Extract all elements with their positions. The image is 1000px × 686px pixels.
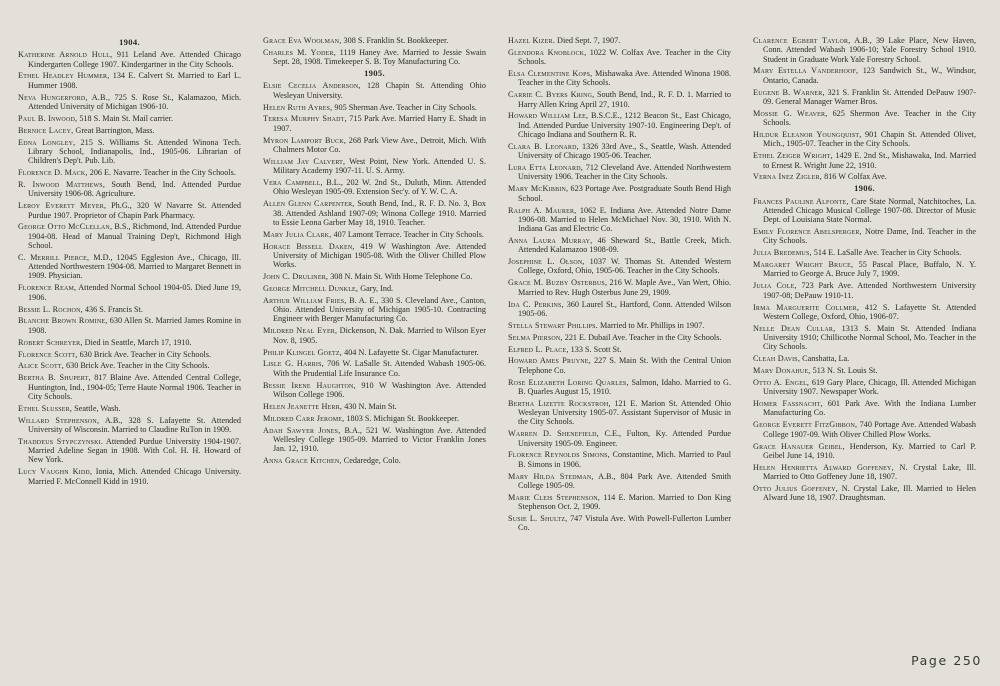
alumni-details: 1037 W. Thomas St. Attended Western College, Oxford, Ohio, 1905-06. Teacher in the City Schools.: [518, 257, 732, 276]
alumni-name: Teresa Murphy Shadt,: [263, 114, 347, 124]
alumni-details: 123 Sandwich St., W., Windsor, Ontario, Canada.: [763, 66, 977, 85]
alumni-details: 1119 Haney Ave. Married to Jessie Swain Sept. 28, 1908. Timekeeper S. B. Toy Manufacturing Co.: [273, 47, 486, 67]
alumni-details: 619 Gary Place, Chicago, Ill. Attended Michigan University 1907. Newspaper Work.: [763, 378, 976, 397]
alumni-entry: [753, 197, 976, 225]
alumni-entry: [753, 172, 976, 181]
alumni-name: Willard Stephenson,: [18, 415, 100, 425]
alumni-details: South Bend, Ind., R. F. D. No. 3, Box 38. Attended Ashland 1907-09; Winona College 1910. Married to Essie Leona Garber May 18, 1910. Teacher.: [273, 199, 487, 227]
alumni-entry: [753, 420, 976, 439]
alumni-details: 308 S. Franklin St. Bookkeeper.: [343, 36, 449, 45]
alumni-entry: [263, 284, 486, 293]
alumni-details: Ionia, Mich. Attended Chicago University. Married F. McConnell Kidd in 1910.: [28, 467, 242, 486]
alumni-details: 436 S. Francis St.: [84, 304, 143, 314]
alumni-name: Hazel Kizer.: [508, 36, 555, 45]
alumni-details: 404 N. Lafayette St. Cigar Manufacturer.: [344, 347, 479, 357]
alumni-entry: [18, 114, 241, 123]
alumni-name: Mary Julia Clark,: [263, 229, 332, 239]
alumni-name: Marie Cleis Stephenson,: [508, 492, 601, 502]
alumni-entry: [508, 36, 731, 45]
alumni-name: Paul B. Inwood,: [18, 113, 78, 123]
alumni-name: Katherine Arnold Hull,: [18, 50, 113, 60]
alumni-name: Bernice Lacey,: [18, 125, 74, 135]
alumni-details: 901 Chapin St. Attended Olivet, Mich., 1905-07. Teacher in the City Schools.: [763, 130, 976, 149]
alumni-entry: [508, 48, 731, 67]
alumni-name: Lura Etta Leonard,: [508, 163, 584, 173]
alumni-details: 817 Blaine Ave. Attended Central College, Huntington, Ind., 1904-05; Terre Haute Normal 1906. Teacher in City Schools.: [28, 373, 241, 401]
alumni-name: Arthur William Fries,: [263, 295, 347, 305]
alumni-name: Mary Donahue,: [753, 366, 811, 376]
alumni-name: Otto A. Engel,: [753, 378, 810, 387]
alumni-details: Attended Normal School 1904-05. Died June 19, 1906.: [28, 283, 241, 302]
alumni-details: 630 Brick Ave. Teacher in the City Schools.: [66, 361, 210, 371]
alumni-entry: [263, 296, 486, 324]
alumni-details: 1803 S. Michigan St. Bookkeeper.: [346, 413, 460, 423]
alumni-entry: [508, 69, 731, 88]
alumni-name: Grace M. Buzby Osterbus,: [508, 278, 608, 288]
alumni-name: Charles M. Yoder,: [263, 47, 336, 57]
alumni-entry: [18, 201, 241, 220]
alumni-name: Mary McKibbin,: [508, 184, 569, 194]
alumni-details: C.E., Fulton, Ky. Attended Purdue University 1905-09. Engineer.: [518, 429, 731, 448]
alumni-details: B. A. E., 330 S. Cleveland Ave., Canton, Ohio. Attended University of Michigan 1905-10. Contracting Engineer with Berger Manufacturing Co.: [273, 295, 487, 324]
alumni-entry: [753, 442, 976, 461]
alumni-entry: [753, 354, 976, 363]
alumni-name: Florence Reynolds Simons,: [508, 450, 610, 460]
alumni-details: 216 W. Maple Ave., Van Wert, Ohio. Married to Rev. Hugh Osterbus June 29, 1909.: [518, 278, 732, 297]
alumni-entry: [263, 114, 486, 133]
alumni-name: Clarence Egbert Taylor,: [753, 36, 851, 45]
alumni-entry: [753, 109, 976, 128]
alumni-name: Florence Scott,: [18, 349, 78, 359]
alumni-details: 412 S. Lafayette St. Attended Western College, Oxford, Ohio, 1906-07.: [763, 302, 976, 321]
alumni-entry: [508, 142, 731, 161]
alumni-details: 55 Pascal Place, Buffalo, N. Y. Married to George A. Bruce July 7, 1909.: [763, 260, 976, 279]
alumni-entry: [263, 381, 486, 400]
alumni-name: John C. Druliner,: [263, 272, 329, 282]
alumni-name: Philip Klingel Goetz,: [263, 347, 343, 357]
alumni-name: Elsa Clementine Kops,: [508, 69, 593, 79]
alumni-details: Married to Mr. Phillips in 1907.: [599, 320, 705, 330]
alumni-details: Died Sept. 7, 1907.: [557, 36, 621, 45]
alumni-entry: [508, 429, 731, 448]
alumni-entry: [753, 248, 976, 257]
alumni-details: M.D., 12045 Eggleston Ave., Chicago, Ill. Attended Northwestern 1904-08. Married to Margaret Bennett in 1909. Physician.: [28, 252, 241, 281]
alumni-details: Henderson, Ky. Married to Carl P. Geibel June 14, 1910.: [763, 441, 977, 460]
alumni-entry: [508, 399, 731, 427]
alumni-name: Homer Fassnacht,: [753, 399, 823, 409]
alumni-name: Allen Glenn Carpenter,: [263, 199, 355, 209]
alumni-name: George Mitchell Dunkle,: [263, 283, 359, 293]
alumni-name: Myron Lamport Buck,: [263, 135, 347, 145]
alumni-name: Verna Inez Zigler,: [753, 172, 823, 182]
alumni-entry: [508, 333, 731, 342]
alumni-entry: [263, 326, 486, 345]
alumni-details: 623 Portage Ave. Postgraduate South Bend High School.: [518, 184, 732, 203]
alumni-details: 215 S. Williams St. Attended Winona Tech. Library School, Indianapolis, Ind., 1905-06. Librarian of Children's Dep't. Pub. Lib.: [28, 137, 242, 166]
alumni-details: 723 Park Ave. Attended Northwestern University 1907-08; DePauw 1910-11.: [763, 281, 977, 300]
alumni-entry: [18, 404, 241, 413]
alumni-details: N. Crystal Lake, Ill. Married to Helen Alward June 18, 1907. Draughtsman.: [763, 483, 976, 503]
alumni-entry: [753, 227, 976, 246]
alumni-details: 740 Portage Ave. Attended Wabash College 1907-09. With Oliver Chilled Plow Works.: [763, 420, 977, 439]
alumni-name: Helen Jeanette Herr,: [263, 401, 343, 411]
alumni-entry: [18, 283, 241, 302]
alumni-details: Mishawaka Ave. Attended Winona 1908. Teacher in the City Schools.: [518, 69, 731, 88]
alumni-name: Neva Hungerford, A.B.,: [18, 92, 111, 102]
alumni-details: 133 S. Scott St.: [570, 344, 622, 354]
alumni-details: 816 W Colfax Ave.: [824, 172, 887, 182]
alumni-details: Salmon, Idaho. Married to G. B. Quarles August 15, 1910.: [518, 377, 731, 396]
alumni-entry: [263, 456, 486, 465]
alumni-details: 747 Vistula Ave. With Powell-Fullerton Lumber Co.: [518, 514, 731, 533]
alumni-entry: [263, 426, 486, 454]
alumni-entry: [18, 138, 241, 166]
alumni-details: 268 Park View Ave., Detroit, Mich. With Chalmers Motor Co.: [273, 135, 486, 154]
class-year-heading: 1906.: [854, 183, 875, 194]
alumni-details: West Point, New York. Attended U. S. Military Academy 1907-11. U. S. Army.: [273, 156, 486, 176]
alumni-name: Anna Laura Murray,: [508, 235, 593, 245]
alumni-entry: [18, 350, 241, 359]
alumni-entry: [263, 81, 486, 100]
column-2: [263, 36, 486, 468]
alumni-entry: [18, 416, 241, 435]
alumni-name: Blanche Brown Romine,: [18, 316, 108, 326]
alumni-entry: [508, 257, 731, 276]
alumni-entry: [263, 272, 486, 281]
alumni-name: Ethel Slusser,: [18, 403, 73, 413]
alumni-details: 1062 E. Indiana Ave. Attended Notre Dame 1906-08. Married to Helen McMichael Nov. 30, 1910. With N. Indiana Gas and Electric Co.: [518, 205, 732, 234]
alumni-name: Elfred L. Place,: [508, 344, 569, 354]
alumni-details: Constantine, Mich. Married to Paul B. Simons in 1906.: [518, 450, 731, 469]
alumni-entry: [18, 467, 241, 486]
alumni-entry: [753, 484, 976, 503]
alumni-name: Mary Hilda Stedman,: [508, 471, 594, 481]
alumni-entry: [18, 222, 241, 250]
alumni-entry: [508, 300, 731, 319]
alumni-details: Great Barrington, Mass.: [75, 125, 155, 135]
column-3: [508, 36, 731, 535]
alumni-entry: [18, 305, 241, 314]
alumni-entry: [508, 321, 731, 330]
alumni-details: B.A., 521 W. Washington Ave. Attended Wellesley College 1905-09. Married to Victor Franklin Jones Jan. 12, 1910.: [273, 425, 487, 454]
alumni-entry: [18, 180, 241, 199]
alumni-entry: [263, 230, 486, 239]
alumni-entry: [263, 348, 486, 357]
alumni-details: South Bend, Ind., R. F. D. 1. Married to Harry Allen Kring April 27, 1910.: [518, 90, 731, 109]
alumni-entry: [18, 253, 241, 281]
alumni-details: B.S.C.E., 1212 Beacon St., East Chicago, Ind. Attended Purdue University 1907-10. Engineering Dep't. of Chicago Indiana and Southern R. R.: [518, 111, 731, 140]
alumni-name: William Jay Calvert,: [263, 156, 346, 166]
alumni-details: 518 S. Main St. Mail carrier.: [79, 113, 174, 123]
alumni-details: 706 W. LaSalle St. Attended Wabash 1905-06. With the Prudential Life Insurance Co.: [273, 359, 487, 378]
alumni-name: Mossie G. Weaver,: [753, 108, 828, 118]
alumni-entry: [508, 450, 731, 469]
alumni-entry: [508, 206, 731, 234]
alumni-entry: [18, 373, 241, 401]
alumni-name: Grace Eva Woolman,: [263, 36, 342, 45]
alumni-entry: [263, 178, 486, 197]
alumni-name: Julia Bredemus,: [753, 248, 812, 258]
alumni-name: George Otto McClellan,: [18, 222, 113, 232]
alumni-name: Adah Sawyer Jones,: [263, 425, 341, 435]
alumni-name: Glendora Knoblock,: [508, 47, 587, 57]
alumni-details: 430 N. Main St.: [344, 401, 397, 411]
alumni-entry: [508, 184, 731, 203]
alumni-details: 221 E. Dubail Ave. Teacher in the City Schools.: [564, 332, 722, 342]
alumni-details: Gary, Ind.: [360, 283, 394, 293]
alumni-details: 121 E. Marion St. Attended Ohio Wesleyan University 1905-07. Assistant Supervisor of Music in the City Schools.: [518, 398, 731, 427]
alumni-entry: [263, 199, 486, 227]
alumni-entry: [753, 88, 976, 107]
alumni-entry: [508, 278, 731, 297]
alumni-details: Care State Normal, Natchitoches, La. Attended Chicago Musical College 1907-08. Director of Music Dept. of Louisiana State Normal.: [763, 196, 976, 225]
alumni-details: 625 Shermon Ave. Teacher in the City Schools.: [763, 108, 976, 128]
alumni-name: Lucy Vaughn Kidd,: [18, 467, 93, 477]
alumni-details: 227 S. Main St. With the Central Union Telephone Co.: [518, 356, 731, 375]
alumni-entry: [18, 93, 241, 112]
alumni-details: 715 Park Ave. Married Harry E. Shadt in 1907.: [273, 114, 487, 133]
alumni-details: 514 E. LaSalle Ave. Teacher in City Schools.: [813, 248, 962, 258]
alumni-name: Ethel Headley Hummer,: [18, 71, 110, 81]
alumni-name: Frances Pauline Alfonte,: [753, 196, 849, 206]
alumni-name: Rose Elizabeth Loring Quarles,: [508, 377, 629, 387]
alumni-entry: [18, 316, 241, 335]
alumni-details: 1326 33rd Ave., S., Seattle, Wash. Attended University of Chicago 1905-06. Teacher.: [518, 141, 731, 161]
alumni-name: Nelle Dean Cullar,: [753, 323, 836, 333]
alumni-entry: [508, 378, 731, 397]
alumni-name: Irma Marguerite Collmer,: [753, 302, 860, 312]
alumni-name: Bessie Irene Haughton,: [263, 380, 356, 390]
alumni-entry: [753, 303, 976, 322]
alumni-name: Ida C. Perkins,: [508, 299, 564, 309]
alumni-name: Emily Florence Abelsperger,: [753, 227, 862, 237]
alumni-name: Florence Ream,: [18, 283, 77, 293]
alumni-entry: [18, 71, 241, 90]
alumni-details: Ph.G., 320 W Navarre St. Attended Purdue 1907. Proprietor of Chapin Park Pharmacy.: [28, 201, 241, 220]
alumni-details: 134 E. Calvert St. Married to Earl L. Hummer 1908.: [28, 71, 241, 90]
alumni-entry: [508, 472, 731, 491]
alumni-entry: [753, 463, 976, 482]
alumni-name: R. Inwood Matthews,: [18, 180, 106, 190]
alumni-details: 911 Leland Ave. Attended Chicago Kindergarten College 1907. Kindergartner in the City Schools.: [28, 50, 242, 69]
alumni-name: Leroy Everett Meyer,: [18, 201, 107, 211]
alumni-details: 513 N. St. Louis St.: [812, 366, 878, 376]
alumni-name: Howard William Lee,: [508, 111, 589, 121]
alumni-details: B.L., 202 W. 2nd St., Duluth, Minn. Attended Ohio Wesleyan 1905-09. Extension Sec'y. of Y. W. C. A.: [273, 178, 487, 197]
alumni-name: Florence D. Mack,: [18, 168, 88, 178]
alumni-details: Cedaredge, Colo.: [343, 456, 401, 466]
class-year-heading: 1904.: [119, 37, 140, 47]
alumni-details: South Bend, Ind. Attended Purdue University 1906-08. Agriculture.: [28, 180, 241, 199]
alumni-name: Horace Bissell Daken,: [263, 241, 355, 251]
alumni-details: A.B., 804 Park Ave. Attended Smith College 1905-09.: [518, 471, 731, 490]
alumni-name: Warren D. Shenefield,: [508, 429, 599, 439]
alumni-details: 1022 W. Colfax Ave. Teacher in the City Schools.: [518, 47, 732, 67]
alumni-details: Notre Dame, Ind. Teacher in the City Schools.: [763, 227, 976, 246]
alumni-name: Susie L. Shultz,: [508, 514, 568, 524]
alumni-details: 321 S. Franklin St. Attended DePauw 1907-09. General Manager Warner Bros.: [763, 87, 976, 106]
alumni-details: 46 Sheward St., Battle Creek, Mich. Attended Kalamazoo 1908-09.: [518, 235, 731, 255]
column-4: [753, 36, 976, 505]
alumni-name: Elsie Cecelia Anderson,: [263, 81, 361, 91]
alumni-entry: [508, 111, 731, 139]
alumni-entry: [508, 356, 731, 375]
alumni-name: Ralph A. Maurer,: [508, 205, 577, 215]
alumni-name: Helen Henrietta Alward Goffeney,: [753, 462, 894, 472]
alumni-name: Edna Longley,: [18, 137, 76, 147]
alumni-name: Thaddeus Stypczynski.: [18, 436, 104, 446]
alumni-details: 712 Cleveland Ave. Attended Northwestern University 1906. Teacher in the City Schools.: [518, 163, 731, 182]
alumni-entry: [753, 66, 976, 85]
alumni-details: 630 Allen St. Married James Romine in 1908.: [28, 316, 241, 335]
alumni-entry: [18, 361, 241, 370]
alumni-entry: [263, 103, 486, 112]
alumni-name: Mildred Carr Jerome,: [263, 413, 345, 423]
alumni-name: Otto Julius Goffeney,: [753, 483, 839, 493]
alumni-details: N. Crystal Lake, Ill. Married to Otto Goffeney June 18, 1907.: [763, 462, 977, 482]
alumni-entry: [263, 402, 486, 411]
alumni-name: Helen Ruth Ayres,: [263, 102, 333, 112]
alumni-name: Selma Pierson,: [508, 332, 563, 342]
alumni-entry: [508, 514, 731, 533]
alumni-details: Seattle, Wash.: [74, 403, 121, 413]
alumni-entry: [753, 36, 976, 64]
alumni-name: Margaret Wright Bruce,: [753, 260, 854, 270]
alumni-entry: [263, 414, 486, 423]
alumni-entry: [753, 260, 976, 279]
alumni-entry: [263, 48, 486, 67]
class-year-heading: 1905.: [364, 68, 385, 79]
alumni-entry: [508, 493, 731, 512]
alumni-name: Mary Estella Vanderhoof,: [753, 66, 859, 76]
alumni-name: George Everett FitzGibbon,: [753, 420, 858, 430]
alumni-entry: [753, 378, 976, 397]
alumni-entry: [508, 163, 731, 182]
alumni-name: Bertha Lizette Rockstroh,: [508, 398, 611, 408]
page-number: Page 250: [911, 653, 982, 668]
alumni-details: 419 W Washington Ave. Attended University of Michigan 1905-08. With the Oliver Chilled Plow Works.: [273, 241, 486, 270]
alumni-entry: [263, 157, 486, 176]
column-1: [18, 36, 241, 489]
alumni-entry: [18, 437, 241, 465]
alumni-details: Died in Seattle, March 17, 1910.: [84, 337, 192, 347]
alumni-details: A.B., 328 S. Lafayette St. Attended University of Wisconsin. Married to Claudine RuTon in 1909.: [28, 415, 241, 434]
alumni-name: Anna Grace Kitchen,: [263, 456, 342, 466]
alumni-details: 601 Park Ave. With the Indiana Lumber Manufacturing Co.: [763, 399, 977, 418]
alumni-name: Howard Ames Pruyne,: [508, 356, 591, 366]
alumni-details: 910 W Washington Ave. Attended Wilson College 1906.: [273, 380, 486, 399]
alumni-entry: [18, 126, 241, 135]
alumni-details: 114 E. Marion. Married to Don King Stephenson Oct. 2, 1909.: [518, 492, 732, 512]
alumni-entry: [753, 366, 976, 375]
alumni-entry: [263, 136, 486, 155]
alumni-details: 1313 S. Main St. Attended Indiana University 1910; Chillicothe Normal School, Mo. Teacher in the City Schools.: [763, 323, 977, 352]
alumni-entry: [753, 151, 976, 170]
alumni-name: Cleah Davis,: [753, 354, 801, 364]
alumni-details: B.S., Richmond, Ind. Attended Purdue 1904-08. Head of Manual Training Dep't, Richmond High School.: [28, 222, 241, 250]
alumni-entry: [508, 90, 731, 109]
alumni-entry: [263, 359, 486, 378]
alumni-details: 725 S. Rose St., Kalamazoo, Mich. Attended University of Michigan 1906-10.: [28, 92, 241, 111]
alumni-entry: [508, 236, 731, 255]
alumni-name: Hildur Eleanor Youngquist,: [753, 130, 862, 140]
alumni-entry: [753, 324, 976, 352]
alumni-entry: [753, 281, 976, 300]
alumni-details: 407 Lamont Terrace. Teacher in City Schools.: [333, 229, 484, 239]
alumni-name: Mildred Neal Eyer,: [263, 326, 338, 336]
alumni-details: 630 Brick Ave. Teacher in City Schools.: [79, 349, 212, 359]
alumni-name: Bertha B. Shupert,: [18, 373, 91, 383]
alumni-details: 360 Laurel St., Hartford, Conn. Attended Wilson 1905-06.: [518, 299, 732, 318]
alumni-entry: [18, 338, 241, 347]
alumni-entry: [508, 345, 731, 354]
alumni-name: Carrie C. Byers Kring,: [508, 90, 595, 100]
alumni-entry: [18, 50, 241, 69]
alumni-name: Josephine L. Olson,: [508, 257, 585, 267]
alumni-entry: [18, 168, 241, 177]
alumni-name: Lisle G. Harris,: [263, 359, 324, 369]
alumni-name: Julia Cole,: [753, 281, 797, 291]
alumni-details: 206 E. Navarre. Teacher in the City Schools.: [89, 168, 236, 178]
alumni-name: Stella Stewart Phillips.: [508, 320, 598, 330]
alumni-name: C. Merrill Pierce,: [18, 252, 90, 262]
alumni-name: Ethel Zeiger Wright,: [753, 151, 833, 161]
alumni-details: A.B., 39 Lake Place, New Haven, Conn. Attended Wabash 1906-10; Yale Forestry School 1910. Student in Graduate Work Yale Forestry School.: [763, 36, 976, 64]
alumni-details: Attended Purdue University 1904-1907. Married Adeline Segan in 1908. With Col. H. H. Howard of New York.: [28, 436, 241, 465]
alumni-details: 128 Chapin St. Attending Ohio Wesleyan University.: [273, 81, 486, 100]
alumni-name: Clara B. Leonard,: [508, 141, 579, 151]
alumni-entry: [263, 36, 486, 45]
alumni-details: Canshatta, La.: [802, 354, 850, 364]
alumni-name: Robert Schreyer,: [18, 337, 83, 347]
alumni-entry: [263, 242, 486, 270]
alumni-name: Grace Hanauer Geibel,: [753, 441, 845, 451]
alumni-name: Vera Campbell,: [263, 178, 323, 188]
alumni-details: 308 N. Main St. With Home Telephone Co.: [330, 272, 473, 282]
alumni-name: Eugene B. Warner,: [753, 87, 825, 97]
alumni-details: Dickenson, N. Dak. Married to Wilson Eyer Nov. 8, 1905.: [273, 326, 487, 345]
alumni-details: 1429 E. 2nd St., Mishawaka, Ind. Married to Ernest R. Wright June 22, 1910.: [763, 151, 977, 170]
alumni-entry: [753, 399, 976, 418]
alumni-name: Bessie L. Rochon,: [18, 304, 83, 314]
alumni-entry: [753, 130, 976, 149]
alumni-details: 905 Sherman Ave. Teacher in City Schools.: [334, 102, 477, 112]
alumni-name: Alice Scott,: [18, 361, 64, 371]
